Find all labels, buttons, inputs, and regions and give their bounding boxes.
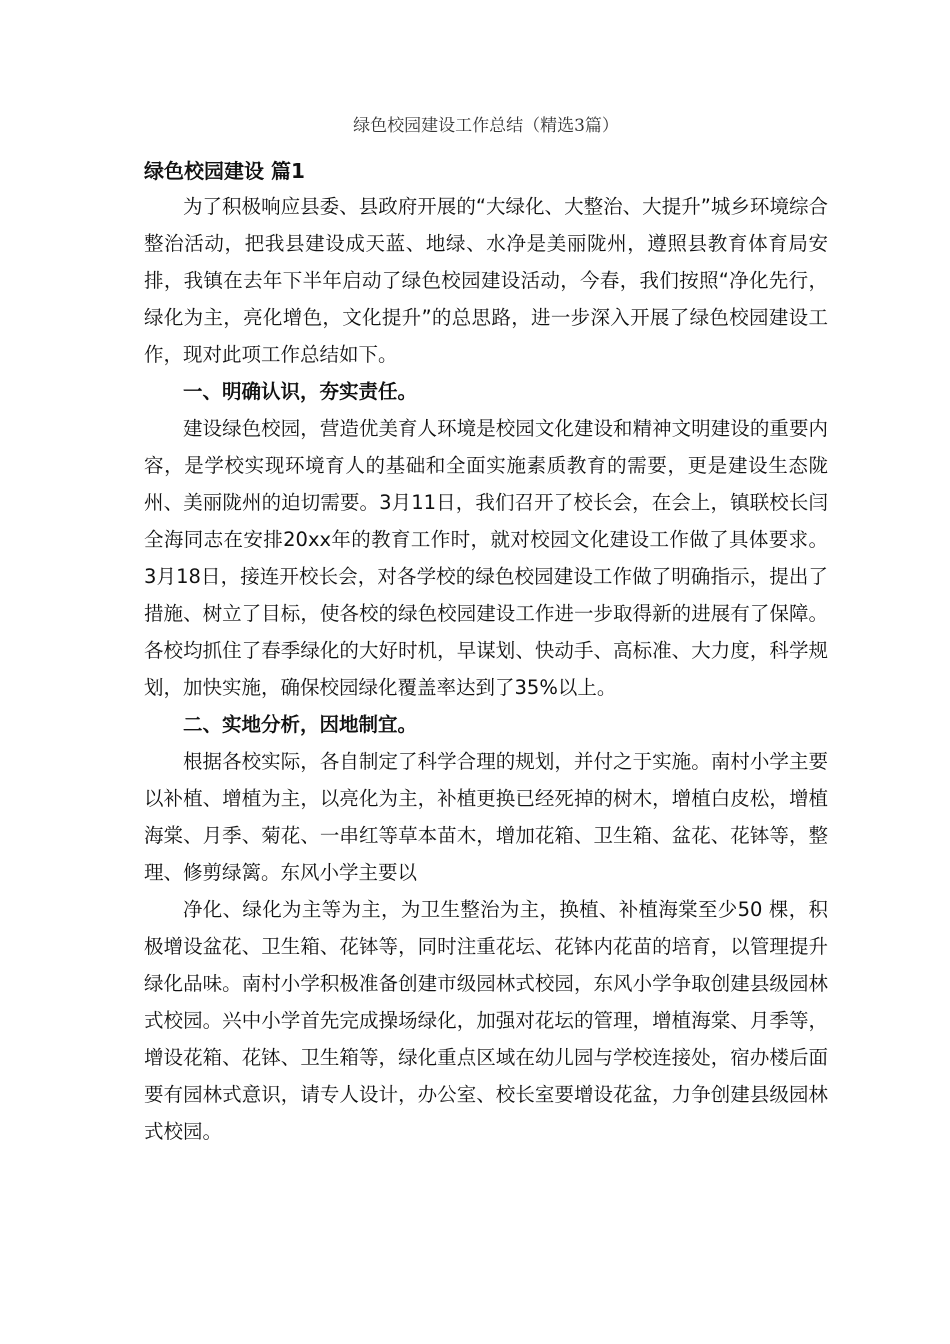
paragraph-intro: 为了积极响应县委、县政府开展的“大绿化、大整治、大提升”城乡环境综合整治活动，把我县建设成天蓝、地绿、水净是美丽陇州，遵照县教育体育局安排，我镇在去年下半年启动了绿色校园建设活动，今春，我们按照“净化先行，绿化为主，亮化增色，文化提升”的总思路，进一步深入开展了绿色校园建设工作，现对此项工作总结如下。 [144, 195, 828, 366]
section-heading: 绿色校园建设 篇1 [144, 159, 305, 183]
subheading-2: 二、实地分析，因地制宜。 [183, 713, 418, 736]
subheading-1: 一、明确认识，夯实责任。 [183, 380, 418, 403]
document-page [144, 110, 828, 1150]
paragraph-continuation: 净化、绿化为主等为主，为卫生整治为主，换植、补植海棠至少50 棵，积极增设盆花、卫生箱、花钵等，同时注重花坛、花钵内花苗的培育，以管理提升绿化品味。南村小学积极准备创建市级园林式校园，东风小学争取创建县级园林式校园。兴中小学首先完成操场绿化，加强对花坛的管理，增植海棠、月季等，增设花箱、花钵、卫生箱等，绿化重点区域在幼儿园与学校连接处，宿办楼后面要有园林式意识，请专人设计，办公室、校长室要增设花盆，力争创建县级园林式校园。 [144, 898, 828, 1143]
paragraph-responsibility: 建设绿色校园，营造优美育人环境是校园文化建设和精神文明建设的重要内容，是学校实现环境育人的基础和全面实施素质教育的需要，更是建设生态陇州、美丽陇州的迫切需要。3月11日，我们召开了校长会，在会上，镇联校长闫全海同志在安排20xx年的教育工作时，就对校园文化建设工作做了具体要求。3月18日，接连开校长会，对各学校的绿色校园建设工作做了明确指示，提出了措施、树立了目标，使各校的绿色校园建设工作进一步取得新的进展有了保障。各校均抓住了春季绿化的大好时机，早谋划、快动手、高标准、大力度，科学规划，加快实施，确保校园绿化覆盖率达到了35%以上。 [144, 417, 828, 699]
paragraph-analysis: 根据各校实际，各自制定了科学合理的规划，并付之于实施。南村小学主要以补植、增植为主，以亮化为主，补植更换已经死掉的树木，增植白皮松，增植海棠、月季、菊花、一串红等草本苗木，增加花箱、卫生箱、盆花、花钵等，整理、修剪绿篱。东风小学主要以 [144, 750, 828, 884]
document-title: 绿色校园建设工作总结（精选3篇） [353, 116, 619, 136]
